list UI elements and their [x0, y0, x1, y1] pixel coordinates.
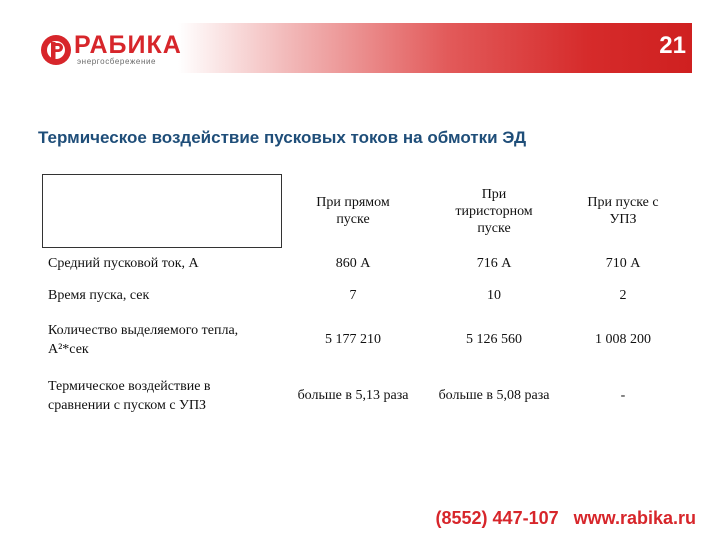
table-cell: больше в 5,13 раза [297, 388, 409, 403]
table-cell: - [620, 388, 626, 403]
table-header-row [42, 174, 682, 248]
table-cell: 710 А [605, 256, 641, 271]
footer-contact [436, 508, 696, 529]
table-row [42, 248, 682, 280]
table-header-cell [42, 174, 282, 248]
table-header-cell [564, 174, 682, 248]
table-cell: 5 177 210 [325, 332, 381, 347]
table-row [42, 368, 682, 424]
company-logo[interactable] [40, 32, 200, 68]
row-label-text: Термическое воздействие в сравнении с пуском с УПЗ [48, 379, 211, 413]
table-cell: 7 [349, 288, 357, 303]
row-label [42, 368, 282, 424]
table-row [42, 280, 682, 312]
header-thyristor-start: При тиристорном пуске [455, 186, 533, 236]
row-label [42, 312, 282, 368]
table-header-cell [282, 174, 424, 248]
header-upz-start: При пуске с УПЗ [587, 195, 659, 227]
logo-subtitle: энергосбережение [77, 57, 157, 66]
website-link[interactable]: www.rabika.ru [573, 508, 696, 528]
table-cell: 860 А [335, 256, 371, 271]
slide-number: 21 [659, 32, 686, 59]
rabika-logo-icon [40, 34, 72, 66]
table-cell: 716 А [476, 256, 512, 271]
table-cell: 2 [619, 288, 627, 303]
row-label-text: Количество выделяемого тепла, А²*сек [48, 323, 239, 357]
row-label: Средний пусковой ток, А [48, 256, 199, 271]
table-cell: 10 [487, 288, 501, 303]
table-row [42, 312, 682, 368]
table-cell: больше в 5,08 раза [438, 388, 550, 403]
logo-text: РАБИКА [74, 31, 182, 59]
comparison-table [42, 174, 682, 424]
header-direct-start: При прямом пуске [316, 195, 390, 227]
table-cell: 5 126 560 [466, 332, 522, 347]
table-header-cell [424, 174, 564, 248]
table-cell: 1 008 200 [595, 332, 651, 347]
slide-title: Термическое воздействие пусковых токов на обмотки ЭД [38, 128, 527, 147]
row-label: Время пуска, сек [48, 288, 150, 303]
contact-phone[interactable]: (8552) 447-107 [435, 508, 559, 528]
